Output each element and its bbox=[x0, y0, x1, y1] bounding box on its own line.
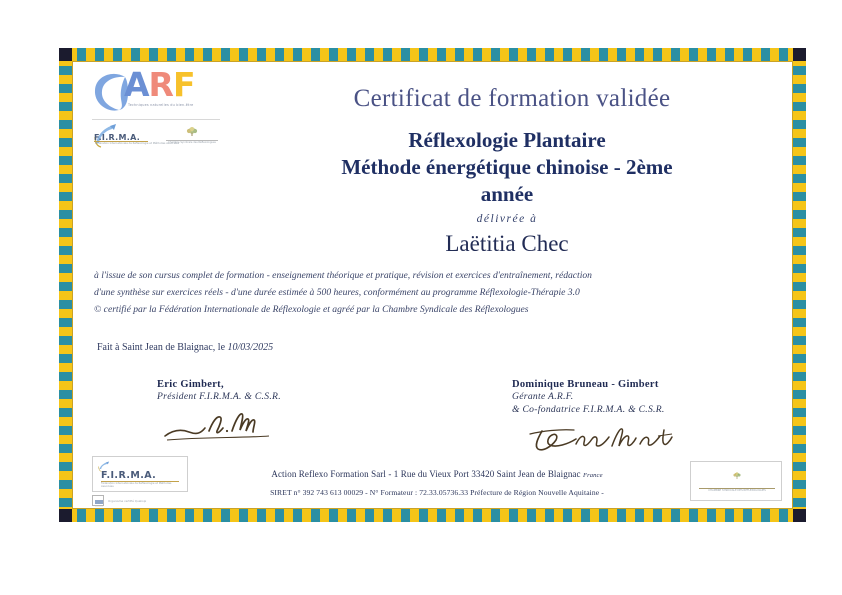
logo-divider bbox=[92, 119, 220, 120]
signatory-right-role-2: & Co-fondatrice F.I.R.M.A. & C.S.R. bbox=[512, 404, 665, 415]
csr-tree-logo bbox=[164, 123, 220, 149]
signatory-right-role-1: Gérante A.R.F. bbox=[512, 391, 574, 402]
handwritten-signature-icon bbox=[157, 409, 327, 443]
border-corner-bottom-left bbox=[59, 509, 72, 522]
signatory-left-name: Eric Gimbert, bbox=[157, 379, 224, 390]
tree-icon bbox=[178, 123, 206, 141]
border-corner-bottom-right bbox=[793, 509, 806, 522]
qualiopi-glyph-icon bbox=[93, 498, 105, 509]
footer-qualiopi-badge bbox=[92, 495, 188, 506]
signature-block-right bbox=[512, 379, 782, 456]
border-band-right bbox=[793, 48, 806, 522]
arf-letter-a: A bbox=[124, 65, 149, 104]
signatory-left-role: Président F.I.R.M.A. & C.S.R. bbox=[157, 391, 281, 402]
subtitle-line-1: Réflexologie Plantaire bbox=[408, 128, 606, 152]
issue-date-prefix: Fait à Saint Jean de Blaignac, le bbox=[97, 342, 226, 353]
border-corner-top-right bbox=[793, 48, 806, 61]
footer-csr-seal bbox=[690, 461, 782, 501]
certificate-subtitle bbox=[227, 127, 787, 208]
footer-csr-tagline: CHAMBRE SYNDICALE DES RÉFLEXOLOGUES bbox=[708, 489, 766, 492]
subtitle-line-3: année bbox=[480, 182, 534, 206]
arf-tagline: Techniques naturelles du bien-être bbox=[128, 103, 194, 107]
firma-logo bbox=[92, 123, 179, 149]
footer-address: Action Reflexo Formation Sarl - 1 Rue du Vieux Port 33420 Saint Jean de Blaignac bbox=[271, 469, 581, 479]
recipient-name: Laëtitia Chec bbox=[445, 231, 569, 256]
body-line-3: © certifié par la Fédération Internationale de Réflexologie et agréé par la Chambre Syndicale des Réflexologues bbox=[94, 304, 529, 315]
arf-wordmark bbox=[124, 65, 195, 104]
footer-firma-tagline: Fédération Internationale de Réflexologie et Méthodes Associées bbox=[101, 482, 172, 489]
arf-letter-r: R bbox=[148, 65, 173, 104]
footer-legal-line: SIRET n° 392 743 613 00029 - N° Formateur : 72.33.05736.33 Préfecture de Région Nouvelle Aquitaine - bbox=[270, 488, 604, 497]
subtitle-line-2: Méthode énergétique chinoise - 2ème bbox=[341, 155, 673, 179]
body-line-2: d'une synthèse sur exercices réels - d'une durée estimée à 500 heures, conformément au programme Réflexologie-Thérapie 3.0 bbox=[94, 287, 580, 298]
csr-tagline: Chambre Syndicale des Réflexologues bbox=[168, 141, 216, 144]
footer-badge-tagline: Organisme certifié Qualiopi bbox=[108, 498, 147, 503]
footer-firma-logo bbox=[92, 456, 188, 506]
issue-date-line bbox=[97, 342, 273, 353]
qualiopi-mark-icon bbox=[92, 495, 104, 506]
certificate-title: Certificat de formation validée bbox=[353, 85, 671, 112]
arf-logo bbox=[90, 67, 220, 115]
firma-wordmark: F.I.R.M.A. bbox=[94, 133, 141, 142]
border-band-left bbox=[59, 48, 72, 522]
issue-date-value: 10/03/2025 bbox=[227, 342, 274, 353]
footer-firma-wordmark: F.I.R.M.A. bbox=[101, 470, 157, 481]
certificate-body bbox=[94, 267, 772, 318]
footer-country: France bbox=[582, 472, 603, 479]
signatory-right-name: Dominique Bruneau - Gimbert bbox=[512, 379, 659, 390]
footer-csr-box bbox=[690, 461, 782, 501]
arf-letter-f: F bbox=[172, 65, 195, 104]
body-line-1: à l'issue de son cursus complet de formation - enseignement théorique et pratique, révision et exercices d'entraînement, rédaction bbox=[94, 270, 592, 281]
footer-firma-box bbox=[92, 456, 188, 492]
signature-left-mark bbox=[157, 409, 397, 443]
footer-legal-info bbox=[212, 469, 662, 497]
logo-group bbox=[90, 67, 235, 149]
border-corner-top-left bbox=[59, 48, 72, 61]
handwritten-signature-icon bbox=[512, 422, 702, 456]
footer-address-line bbox=[212, 469, 662, 479]
tree-icon bbox=[723, 465, 751, 487]
signature-block-left bbox=[157, 379, 397, 443]
sub-logo-row bbox=[90, 123, 235, 149]
firma-tagline: Fédération Internationale de Réflexologie et Méthodes Associées bbox=[95, 142, 179, 145]
awarded-to-label: délivrée à bbox=[476, 213, 538, 225]
signature-right-mark bbox=[512, 422, 782, 456]
certificate-content bbox=[72, 61, 793, 509]
